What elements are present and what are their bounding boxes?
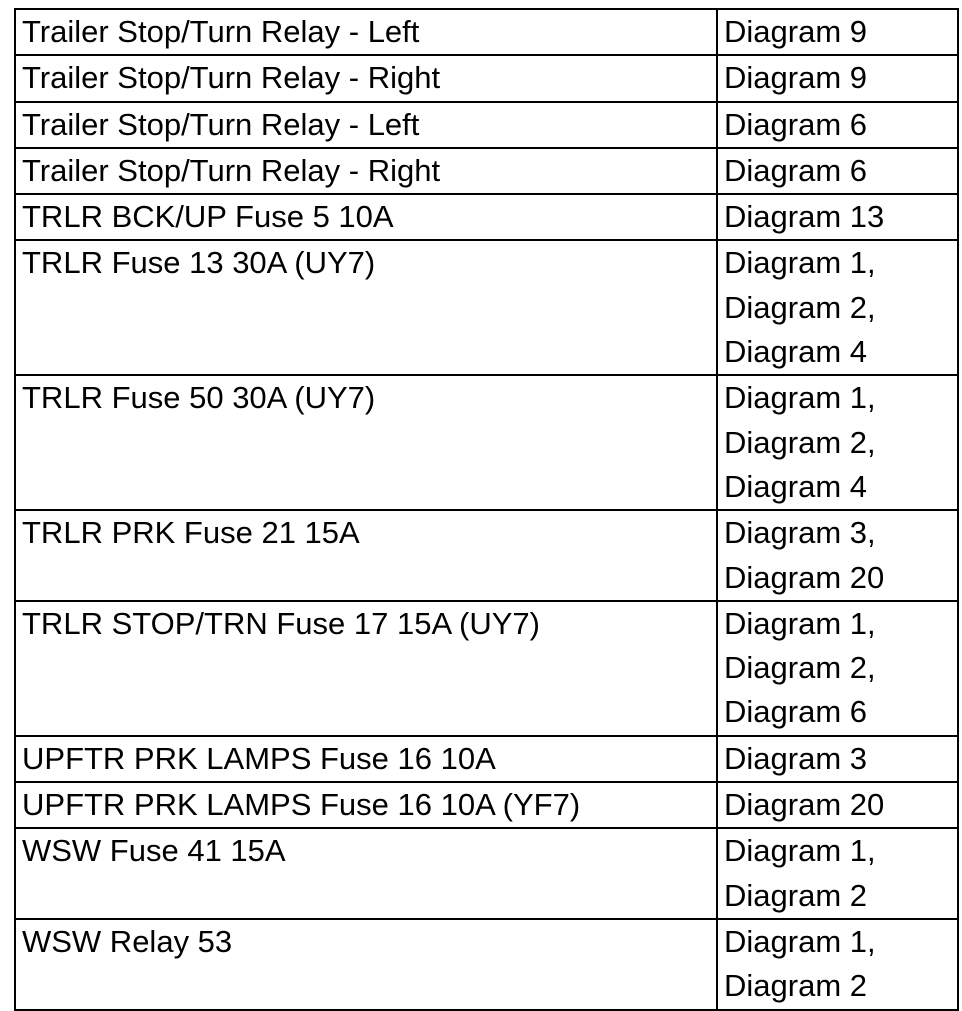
diagram-cell [717,828,958,919]
diagram-cell [717,102,958,148]
diagram-ref: Diagram 9 [724,60,867,96]
component-cell: Trailer Stop/Turn Relay - Left [15,9,717,55]
diagram-ref: Diagram 2, [724,650,876,686]
component-cell: Trailer Stop/Turn Relay - Right [15,148,717,194]
diagram-cell [717,510,958,601]
diagram-ref: Diagram 4 [724,468,867,504]
table-row [15,102,958,148]
diagram-ref: Diagram 3 [724,740,867,776]
diagram-ref: Diagram 1, [724,380,876,416]
diagram-ref: Diagram 2 [724,877,867,913]
diagram-ref: Diagram 1, [724,605,876,641]
component-cell: UPFTR PRK LAMPS Fuse 16 10A [15,736,717,782]
diagram-ref: Diagram 1, [724,833,876,869]
table-body [15,9,958,1010]
component-cell: TRLR BCK/UP Fuse 5 10A [15,194,717,240]
component-cell: WSW Relay 53 [15,919,717,1010]
diagram-ref: Diagram 1, [724,245,876,281]
diagram-cell [717,55,958,101]
component-cell: TRLR Fuse 13 30A (UY7) [15,240,717,375]
component-cell: UPFTR PRK LAMPS Fuse 16 10A (YF7) [15,782,717,828]
diagram-cell [717,736,958,782]
table-row [15,919,958,1010]
table-row [15,194,958,240]
diagram-ref: Diagram 1, [724,923,876,959]
diagram-cell [717,782,958,828]
diagram-ref: Diagram 9 [724,14,867,49]
diagram-cell [717,9,958,55]
diagram-cell [717,240,958,375]
component-cell: Trailer Stop/Turn Relay - Right [15,55,717,101]
table-row [15,782,958,828]
diagram-ref: Diagram 20 [724,559,885,595]
table-row [15,240,958,375]
component-cell: WSW Fuse 41 15A [15,828,717,919]
diagram-ref: Diagram 13 [724,199,885,235]
diagram-ref: Diagram 2, [724,289,876,325]
diagram-cell [717,375,958,510]
component-diagram-table [14,8,959,1011]
diagram-ref: Diagram 2 [724,968,867,1004]
component-cell: TRLR PRK Fuse 21 15A [15,510,717,601]
component-cell: TRLR STOP/TRN Fuse 17 15A (UY7) [15,601,717,736]
diagram-cell [717,601,958,736]
table-row [15,148,958,194]
table-row [15,601,958,736]
diagram-cell [717,919,958,1010]
diagram-ref: Diagram 6 [724,152,867,188]
table-row [15,9,958,55]
component-cell: TRLR Fuse 50 30A (UY7) [15,375,717,510]
diagram-ref: Diagram 3, [724,515,876,551]
diagram-ref: Diagram 20 [724,787,885,823]
table-row [15,55,958,101]
diagram-ref: Diagram 4 [724,334,867,370]
diagram-ref: Diagram 2, [724,424,876,460]
table-row [15,828,958,919]
diagram-cell [717,148,958,194]
diagram-cell [717,194,958,240]
table-row [15,510,958,601]
diagram-ref: Diagram 6 [724,694,867,730]
component-cell: Trailer Stop/Turn Relay - Left [15,102,717,148]
table-row [15,736,958,782]
table-row [15,375,958,510]
diagram-ref: Diagram 6 [724,106,867,142]
